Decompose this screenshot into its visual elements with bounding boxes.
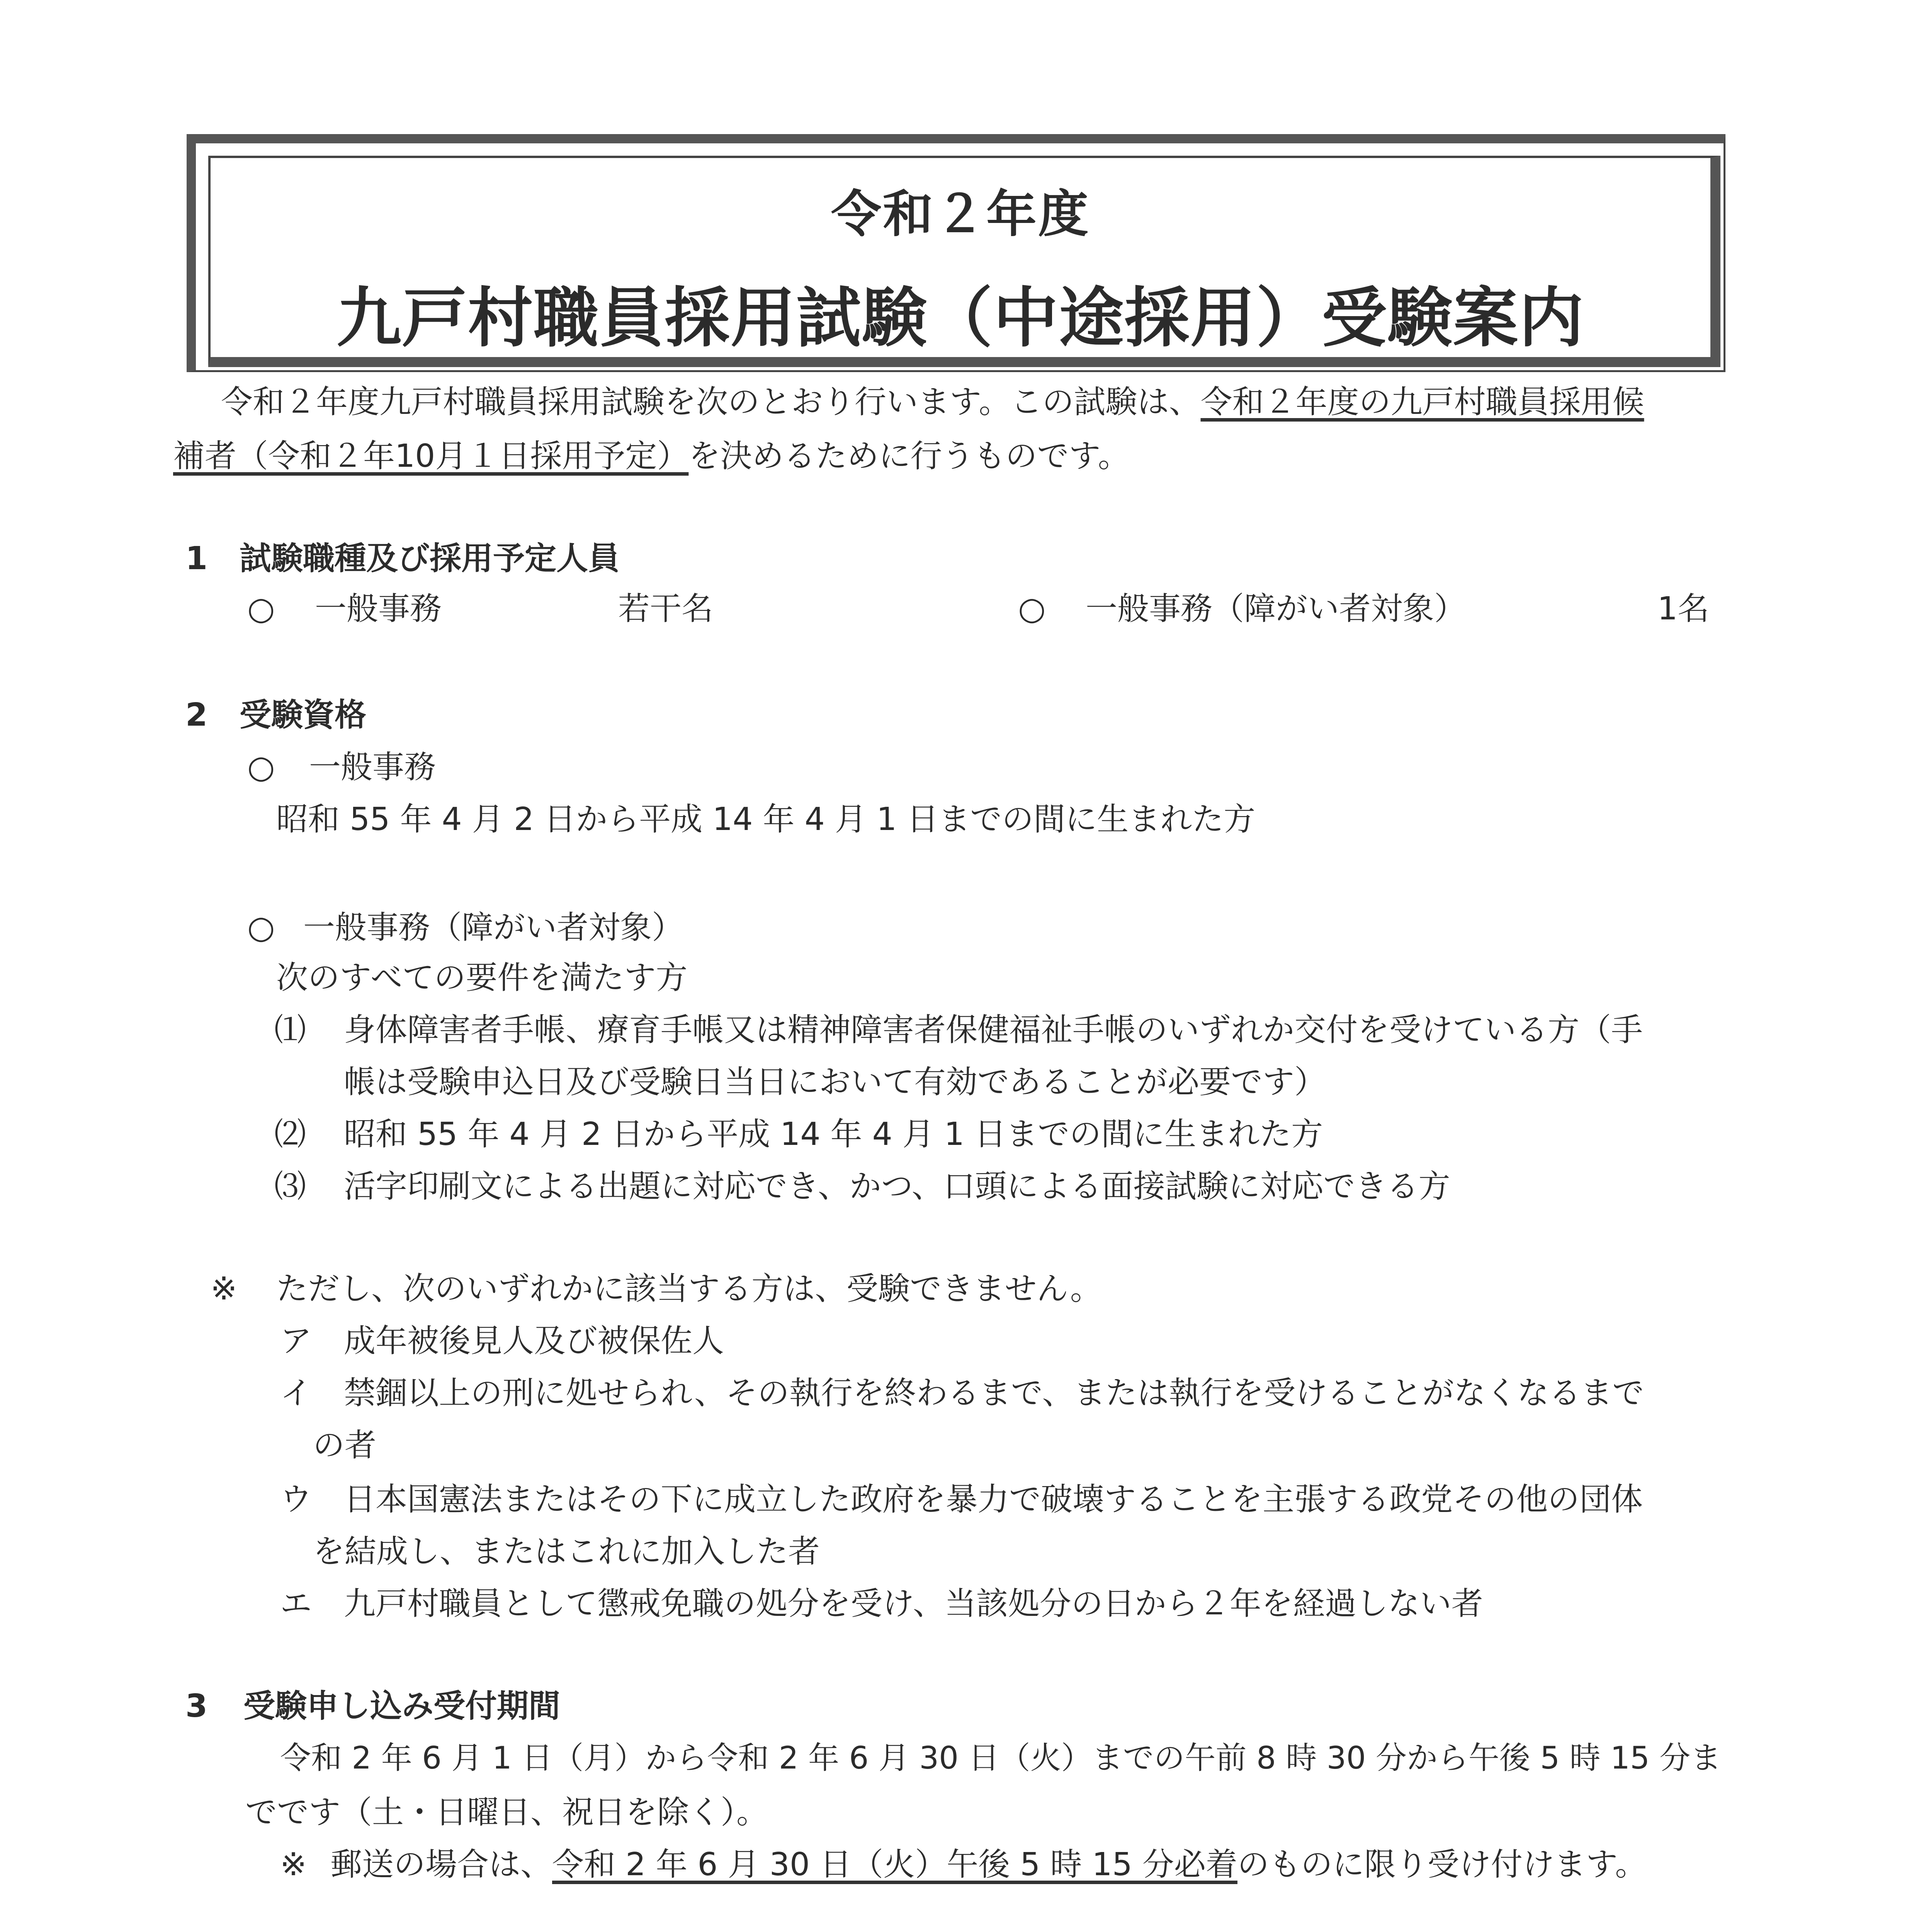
title-box — [187, 134, 1725, 372]
bullet-circle-icon: ○ — [247, 590, 275, 627]
item-text: 日本国憲法またはその下に成立した政府を暴力で破壊することを主張する政党その他の団体 — [344, 1481, 1643, 1518]
job-item — [1018, 590, 1710, 627]
condition-marker: ⑴ — [274, 1012, 306, 1048]
item-text-cont: を結成し、またはこれに加入した者 — [313, 1533, 820, 1570]
item-text: 禁錮以上の刑に処せられ、その執行を終わるまで、または執行を受けることがなくなるまで — [344, 1375, 1644, 1412]
period-text-cont: でです（土・日曜日、祝日を除く）。 — [245, 1794, 768, 1831]
item-marker: エ — [280, 1585, 312, 1622]
section-number: 2 — [185, 697, 208, 733]
section-3-heading — [185, 1688, 561, 1725]
condition-item — [274, 1116, 1323, 1153]
condition-text: 身体障害者手帳、療育手帳又は精神障害者保健福祉手帳のいずれか交付を受けている方（手 — [344, 1012, 1643, 1048]
title-box-inner — [208, 156, 1720, 367]
mail-note — [280, 1846, 1647, 1883]
qualification-general — [247, 749, 436, 786]
item-marker: ウ — [280, 1481, 312, 1518]
intro-emphasis: 補者（令和２年10月１日採用予定） — [173, 438, 689, 474]
period-text: 令和 2 年 6 月 1 日（月）から令和 2 年 6 月 30 日（火）までの午前 8 時 30 分から午後 5 時 15 分ま — [280, 1740, 1722, 1776]
item-marker: ア — [280, 1323, 312, 1359]
section-title: 受験申し込み受付期間 — [243, 1688, 561, 1725]
section-2-heading — [185, 699, 366, 731]
condition-item — [274, 1014, 1643, 1046]
intro-line-1 — [189, 386, 1644, 418]
qualification-text: 昭和 55 年 4 月 2 日から平成 14 年 4 月 1 日までの間に生まれた方 — [276, 801, 1256, 838]
job-count: 1名 — [1657, 590, 1710, 627]
qualification-lead: 次のすべての要件を満たす方 — [276, 959, 688, 996]
item-text: 九戸村職員として懲戒免職の処分を受け、当該処分の日から２年を経過しない者 — [344, 1585, 1483, 1622]
note-mark: ※ — [211, 1270, 237, 1307]
condition-marker: ⑶ — [274, 1168, 306, 1205]
exclusion-note — [211, 1270, 1102, 1307]
section-title: 試験職種及び採用予定人員 — [240, 540, 620, 577]
item-text-cont: の者 — [313, 1427, 377, 1464]
item-marker: イ — [280, 1375, 312, 1412]
intro-text: 令和２年度九戸村職員採用試験を次のとおり行います。この試験は、 — [221, 384, 1201, 420]
title-year: 令和２年度 — [831, 185, 1090, 243]
condition-item — [274, 1168, 1450, 1205]
intro-text: を決めるために行うものです。 — [688, 438, 1130, 474]
condition-text-cont: 帳は受験申込日及び受験日当日において有効であることが必要です） — [344, 1064, 1326, 1100]
intro-line-2 — [173, 440, 1130, 472]
condition-marker: ⑵ — [274, 1116, 306, 1153]
page-title: 九戸村職員採用試験（中途採用）受験案内 — [337, 280, 1584, 356]
job-count: 若干名 — [618, 590, 714, 627]
exclusion-item — [280, 1325, 724, 1357]
section-1-heading — [185, 540, 620, 577]
exclusion-item — [280, 1585, 1483, 1622]
note-text: 郵送の場合は、 — [330, 1846, 552, 1883]
job-item — [247, 590, 714, 627]
qualification-label: 一般事務 — [309, 749, 436, 786]
qualification-disabled — [247, 909, 684, 946]
section-number: 1 — [185, 540, 208, 577]
note-text: ただし、次のいずれかに該当する方は、受験できません。 — [276, 1270, 1102, 1307]
exclusion-item — [280, 1481, 1643, 1518]
section-number: 3 — [185, 1688, 208, 1725]
note-mark: ※ — [280, 1846, 307, 1883]
qualification-label: 一般事務（障がい者対象） — [303, 909, 684, 946]
deadline-emphasis: 令和 2 年 6 月 30 日（火）午後 5 時 15 分必着 — [552, 1846, 1237, 1883]
bullet-circle-icon: ○ — [247, 749, 275, 786]
item-text: 成年被後見人及び被保佐人 — [344, 1323, 724, 1359]
section-title: 受験資格 — [240, 697, 367, 733]
bullet-circle-icon: ○ — [247, 909, 275, 946]
job-name: 一般事務 — [315, 590, 442, 627]
job-name: 一般事務（障がい者対象） — [1086, 590, 1466, 627]
condition-text: 活字印刷文による出題に対応でき、かつ、口頭による面接試験に対応できる方 — [344, 1168, 1450, 1205]
intro-emphasis: 令和２年度の九戸村職員採用候 — [1200, 384, 1644, 420]
exclusion-item — [280, 1375, 1644, 1412]
condition-text: 昭和 55 年 4 月 2 日から平成 14 年 4 月 1 日までの間に生まれた方 — [344, 1116, 1323, 1153]
note-text: のものに限り受け付けます。 — [1237, 1846, 1647, 1883]
bullet-circle-icon: ○ — [1018, 590, 1046, 627]
